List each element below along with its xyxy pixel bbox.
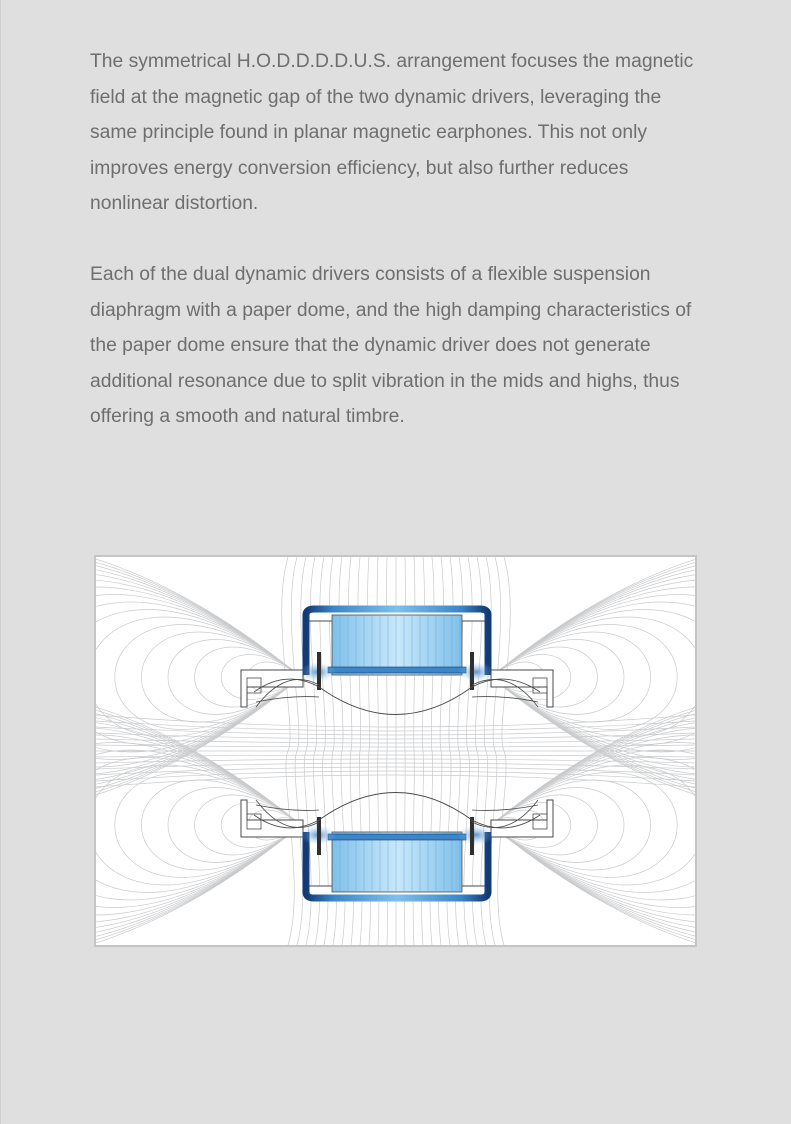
description-text	[90, 44, 710, 435]
top-right-gap-glow	[458, 662, 494, 682]
magnetic-field-diagram	[96, 557, 695, 945]
page-left-edge	[0, 0, 1, 1124]
bottom-pole-plate	[328, 834, 466, 840]
magnetic-field-figure	[94, 555, 697, 947]
field-line	[96, 775, 695, 787]
field-line	[96, 733, 695, 739]
bottom-right-gap-glow	[458, 825, 494, 845]
field-line	[96, 715, 695, 727]
paragraph-hodddus: The symmetrical H.O.D.D.D.D.U.S. arrangement focuses the magnetic field at the magnetic gap of the two dynamic drivers, leveraging the same principle found in planar magnetic earphones. This not only improves energy conversion efficiency, but also further reduces nonlinear distortion.	[90, 51, 694, 214]
top-magnet	[332, 615, 462, 675]
field-line	[96, 763, 695, 769]
bottom-magnet	[332, 832, 462, 892]
top-pole-plate	[328, 667, 466, 673]
paragraph-dual-drivers: Each of the dual dynamic drivers consists of a flexible suspension diaphragm with a paper dome, and the high damping characteristics of the paper dome ensure that the dynamic driver does not generate additional resonance due to split vibration in the mids and highs, thus offering a smooth and natural timbre.	[90, 264, 692, 427]
driver-bottom	[241, 793, 553, 901]
